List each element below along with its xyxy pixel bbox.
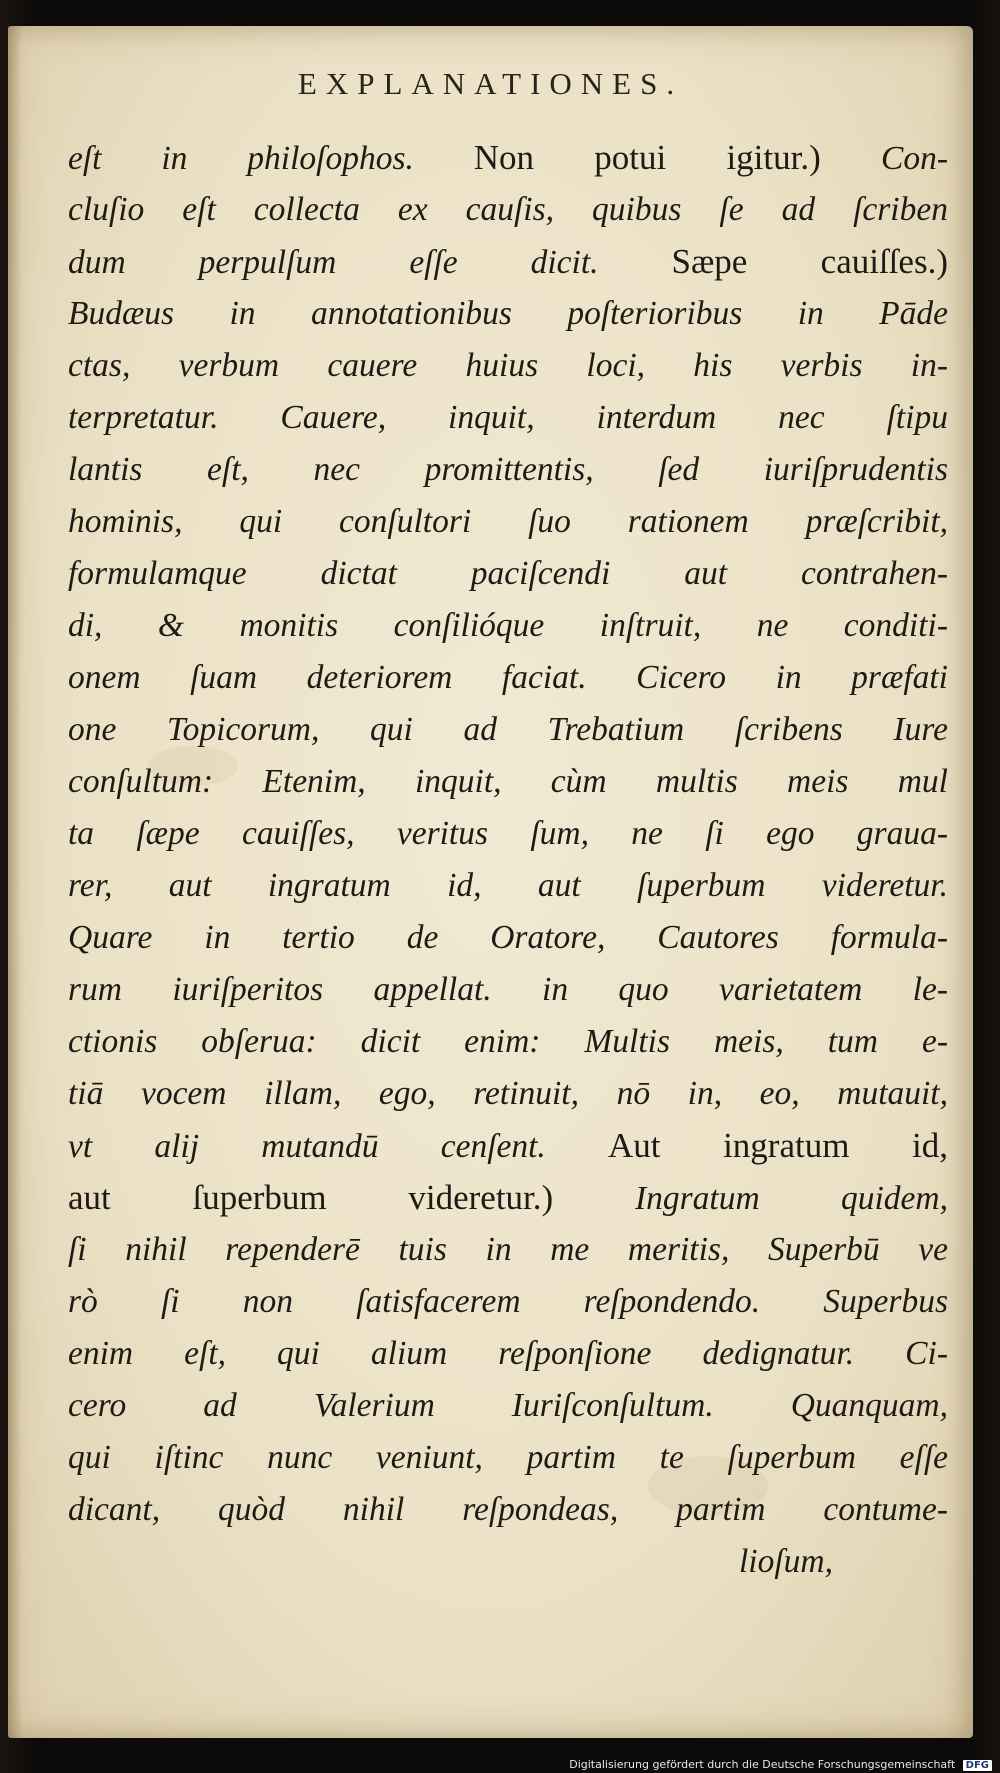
commentary-italic: ſi nihil rependerē tuis in me meritis, Superbū ve [68,1231,948,1268]
text-line [68,912,948,964]
text-line [68,756,948,808]
text-line [68,1328,948,1380]
commentary-italic: eſt in philoſophos. [68,140,474,177]
book-page [8,26,973,1738]
commentary-italic: Ingratum quidem, [634,1180,948,1217]
commentary-italic: ctionis obſerua: dicit enim: Multis meis, tum e- [68,1023,948,1060]
commentary-italic: hominis, qui conſultori ſuo rationem præſcribit, [68,503,948,540]
commentary-italic: one Topicorum, qui ad Trebatium ſcribens Iure [68,711,948,748]
commentary-italic: qui iſtinc nunc veniunt, partim te ſuperbum eſſe [68,1439,948,1476]
text-line [68,496,948,548]
text-line [68,1536,948,1588]
page-gutter-shadow [8,26,22,1738]
body-text [68,132,948,1588]
commentary-italic: ta ſæpe cauiſſes, veritus ſum, ne ſi ego grauа- [68,815,948,852]
commentary-italic: rum iuriſperitos appellat. in quo varietatem le- [68,971,948,1008]
text-line [68,1068,948,1120]
commentary-italic: lioſum, [739,1543,833,1580]
lemma-roman: aut ſuperbum videretur.) [68,1178,635,1217]
text-line [68,392,948,444]
text-line [68,548,948,600]
commentary-italic: onem ſuam deteriorem faciat. Cicero in præfati [68,659,948,696]
commentary-italic: conſultum: Etenim, inquit, cùm multis meis mul [68,763,948,800]
text-line [68,1224,948,1276]
text-line [68,236,948,288]
text-line [68,288,948,340]
text-line [68,1432,948,1484]
text-line [68,184,948,236]
text-line [68,340,948,392]
text-line [68,1484,948,1536]
commentary-italic: ctas, verbum cauere huius loci, his verbis in- [68,347,948,384]
text-line [68,132,948,184]
commentary-italic: dicant, quòd nihil reſpondeas, partim contume- [68,1491,948,1528]
commentary-italic: enim eſt, qui alium reſponſione dedignatur. Ci- [68,1335,948,1372]
text-line [68,1276,948,1328]
lemma-roman: Non potui igitur.) [473,138,881,177]
commentary-italic: lantis eſt, nec promittentis, ſed iuriſprudentis [68,451,948,488]
commentary-italic: vt alij mutandū cenſent. [68,1128,608,1165]
commentary-italic: Con- [881,140,948,177]
commentary-italic: terpretatur. Cauere, inquit, interdum nec ſtipu [68,399,948,436]
commentary-italic: rò ſi non ſatisfacerem reſpondendo. Superbus [68,1283,948,1320]
text-line [68,1120,948,1172]
commentary-italic: tiā vocem illam, ego, retinuit, nō in, eo, mutauit, [68,1075,948,1112]
text-line [68,600,948,652]
dfg-logo: DFG [963,1760,992,1771]
lemma-roman: Aut ingratum id, [608,1126,948,1165]
commentary-italic: dum perpulſum eſſe dicit. [68,244,672,281]
running-head: EXPLANATIONES. [297,66,684,101]
text-line [68,1380,948,1432]
commentary-italic: Budæus in annotationibus poſterioribus in Pāde [68,295,948,332]
commentary-italic: cluſio eſt collecta ex cauſis, quibus ſe ad ſcriben [68,191,948,228]
commentary-italic: di, & monitis conſilióque inſtruit, ne conditi- [68,607,948,644]
digitization-credit [569,1758,992,1771]
text-line [68,964,948,1016]
text-line [68,1172,948,1224]
text-line [68,652,948,704]
text-line [68,704,948,756]
text-line [68,444,948,496]
text-line [68,1016,948,1068]
lemma-roman: Sæpe cauiſſes.) [671,242,948,281]
text-line [68,808,948,860]
commentary-italic: rer, aut ingratum id, aut ſuperbum videretur. [68,867,948,904]
credit-text: Digitalisierung gefördert durch die Deutsche Forschungsgemeinschaft [569,1758,956,1771]
text-line [68,860,948,912]
commentary-italic: formulamque dictat paciſcendi aut contrahen- [68,555,948,592]
commentary-italic: cero ad Valerium Iuriſconſultum. Quanquam, [68,1387,948,1424]
commentary-italic: Quare in tertio de Oratore, Cautores formula- [68,919,948,956]
